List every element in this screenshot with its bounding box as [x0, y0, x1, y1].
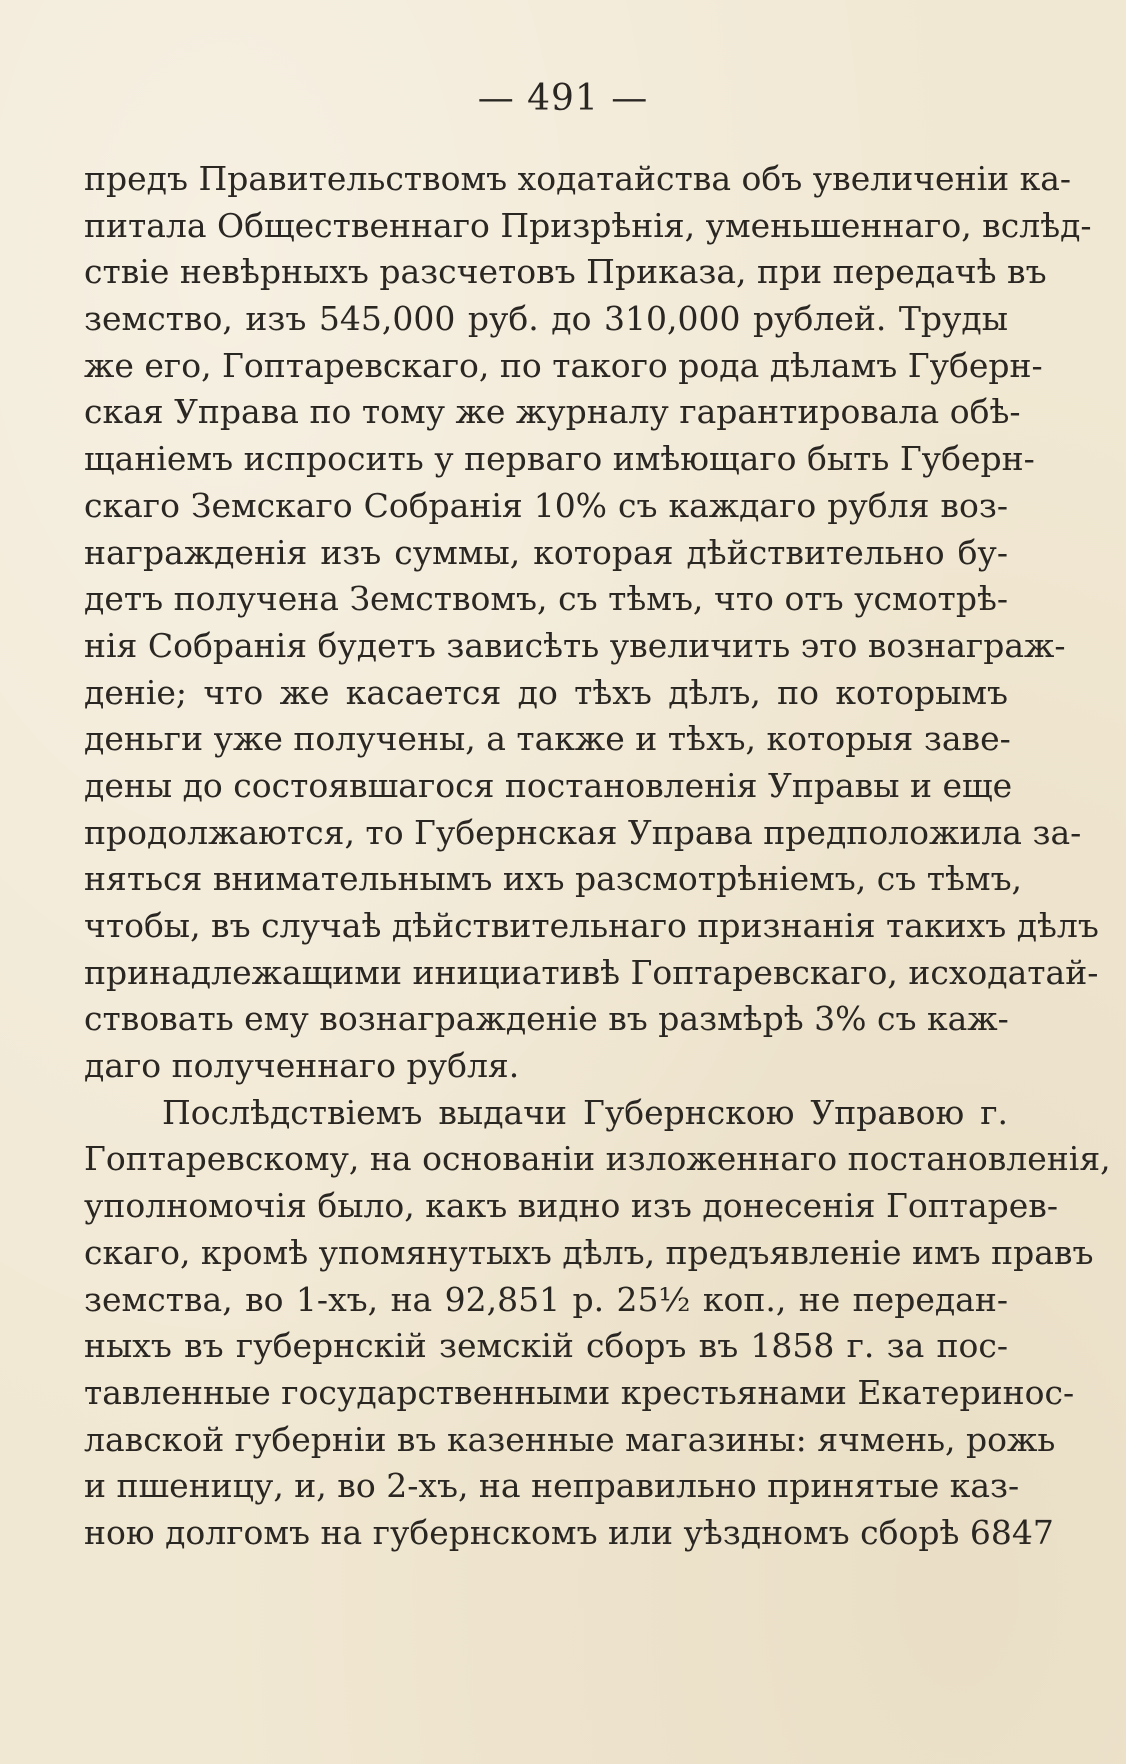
- text-line: ною долгомъ на губернскомъ или уѣздномъ сборѣ 6847: [84, 1512, 1054, 1552]
- text-line: чтобы, въ случаѣ дѣйствительнаго признанiя такихъ дѣлъ: [84, 906, 1099, 945]
- text-line: дены до состоявшагося постановленiя Управы и еще: [84, 765, 1013, 805]
- text-line: няться внимательнымъ ихъ разсмотрѣнiемъ, съ тѣмъ,: [84, 859, 1023, 899]
- text-line: принадлежащими инициативѣ Гоптаревскаго, исходатай-: [84, 952, 1099, 992]
- text-line: щанiемъ испросить у перваго имѣющаго быть Губерн-: [84, 439, 1035, 479]
- text-line: денiе; что же касается до тѣхъ дѣлъ, по которымъ: [84, 672, 1008, 712]
- text-line: скаго Земскаго Собранiя 10% съ каждаго рубля воз-: [84, 485, 1008, 525]
- page-number: — 491 —: [477, 78, 649, 119]
- text-line: Гоптаревскому, на основанiи изложеннаго постановленiя,: [84, 1139, 1111, 1179]
- text-line: награжденiя изъ суммы, которая дѣйствительно бу-: [84, 532, 1008, 572]
- text-line: даго полученнаго рубля.: [84, 1046, 520, 1086]
- body-text: [84, 156, 1111, 1557]
- text-line: ская Управа по тому же журналу гарантировала обѣ-: [84, 392, 1021, 432]
- text-line: деньги уже получены, а также и тѣхъ, которыя заве-: [84, 719, 1011, 759]
- text-line: лавской губернiи въ казенные магазины: ячмень, рожь: [84, 1419, 1056, 1459]
- text-line: ствiе невѣрныхъ разсчетовъ Приказа, при передачѣ въ: [84, 252, 1047, 292]
- text-line: же его, Гоптаревскаго, по такого рода дѣламъ Губерн-: [84, 345, 1043, 385]
- text-line: земства, во 1-хъ, на 92,851 р. 25½ коп., не передан-: [84, 1279, 1008, 1319]
- text-line: земство, изъ 545,000 руб. до 310,000 рублей. Труды: [84, 299, 1008, 339]
- text-line: и пшеницу, и, во 2-хъ, на неправильно принятые каз-: [84, 1466, 1020, 1506]
- text-line: ствовать ему вознагражденiе въ размѣрѣ 3% съ каж-: [84, 999, 1009, 1039]
- text-line: питала Общественнаго Призрѣнiя, уменьшеннаго, вслѣд-: [84, 205, 1092, 245]
- text-line: ныхъ въ губернскiй земскiй сборъ въ 1858 г. за пос-: [84, 1326, 1008, 1366]
- text-line: скаго, кромѣ упомянутыхъ дѣлъ, предъявленiе имъ правъ: [84, 1232, 1094, 1272]
- text-line: тавленные государственными крестьянами Екатеринос-: [84, 1372, 1075, 1412]
- text-line: продолжаются, то Губернская Управа предположила за-: [84, 812, 1082, 852]
- text-line: детъ получена Земствомъ, съ тѣмъ, что отъ усмотрѣ-: [84, 579, 1008, 619]
- text-line: нiя Собранiя будетъ зависѣть увеличить это вознаграж-: [84, 625, 1066, 665]
- text-line: уполномочiя было, какъ видно изъ донесенiя Гоптарев-: [84, 1186, 1058, 1226]
- text-line: Послѣдствiемъ выдачи Губернскою Управою г.: [162, 1092, 1008, 1132]
- text-line: предъ Правительствомъ ходатайства объ увеличенiи ка-: [84, 159, 1072, 198]
